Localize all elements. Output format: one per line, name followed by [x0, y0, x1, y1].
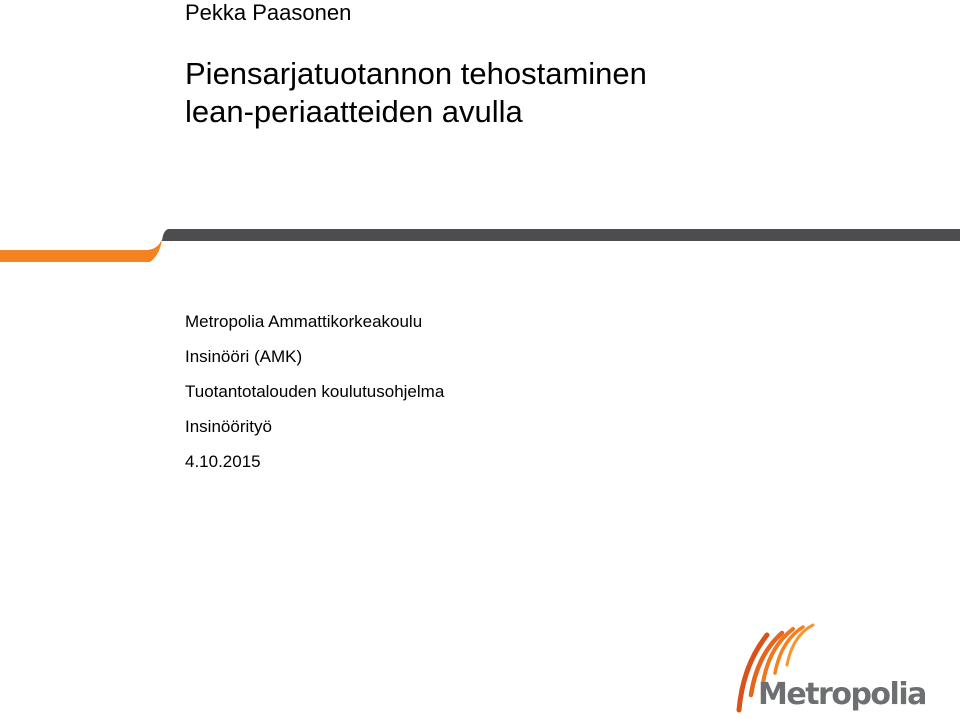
author-name: Pekka Paasonen [185, 0, 352, 25]
band-orange-stripe [0, 239, 162, 262]
thesis-date: 4.10.2015 [185, 452, 261, 471]
logo-wordmark: Metropolia [758, 677, 926, 712]
title-line-2: lean-periaatteiden avulla [185, 94, 523, 129]
thesis-type: Insinöörityö [185, 417, 272, 436]
thesis-title [185, 55, 647, 131]
degree: Insinööri (AMK) [185, 347, 303, 366]
school-name: Metropolia Ammattikorkeakoulu [185, 312, 423, 331]
band-dark-stripe [162, 229, 960, 241]
thesis-info [185, 312, 444, 487]
decorative-band [0, 225, 960, 265]
title-line-1: Piensarjatuotannon tehostaminen [185, 56, 647, 91]
degree-programme: Tuotantotalouden koulutusohjelma [185, 382, 445, 401]
